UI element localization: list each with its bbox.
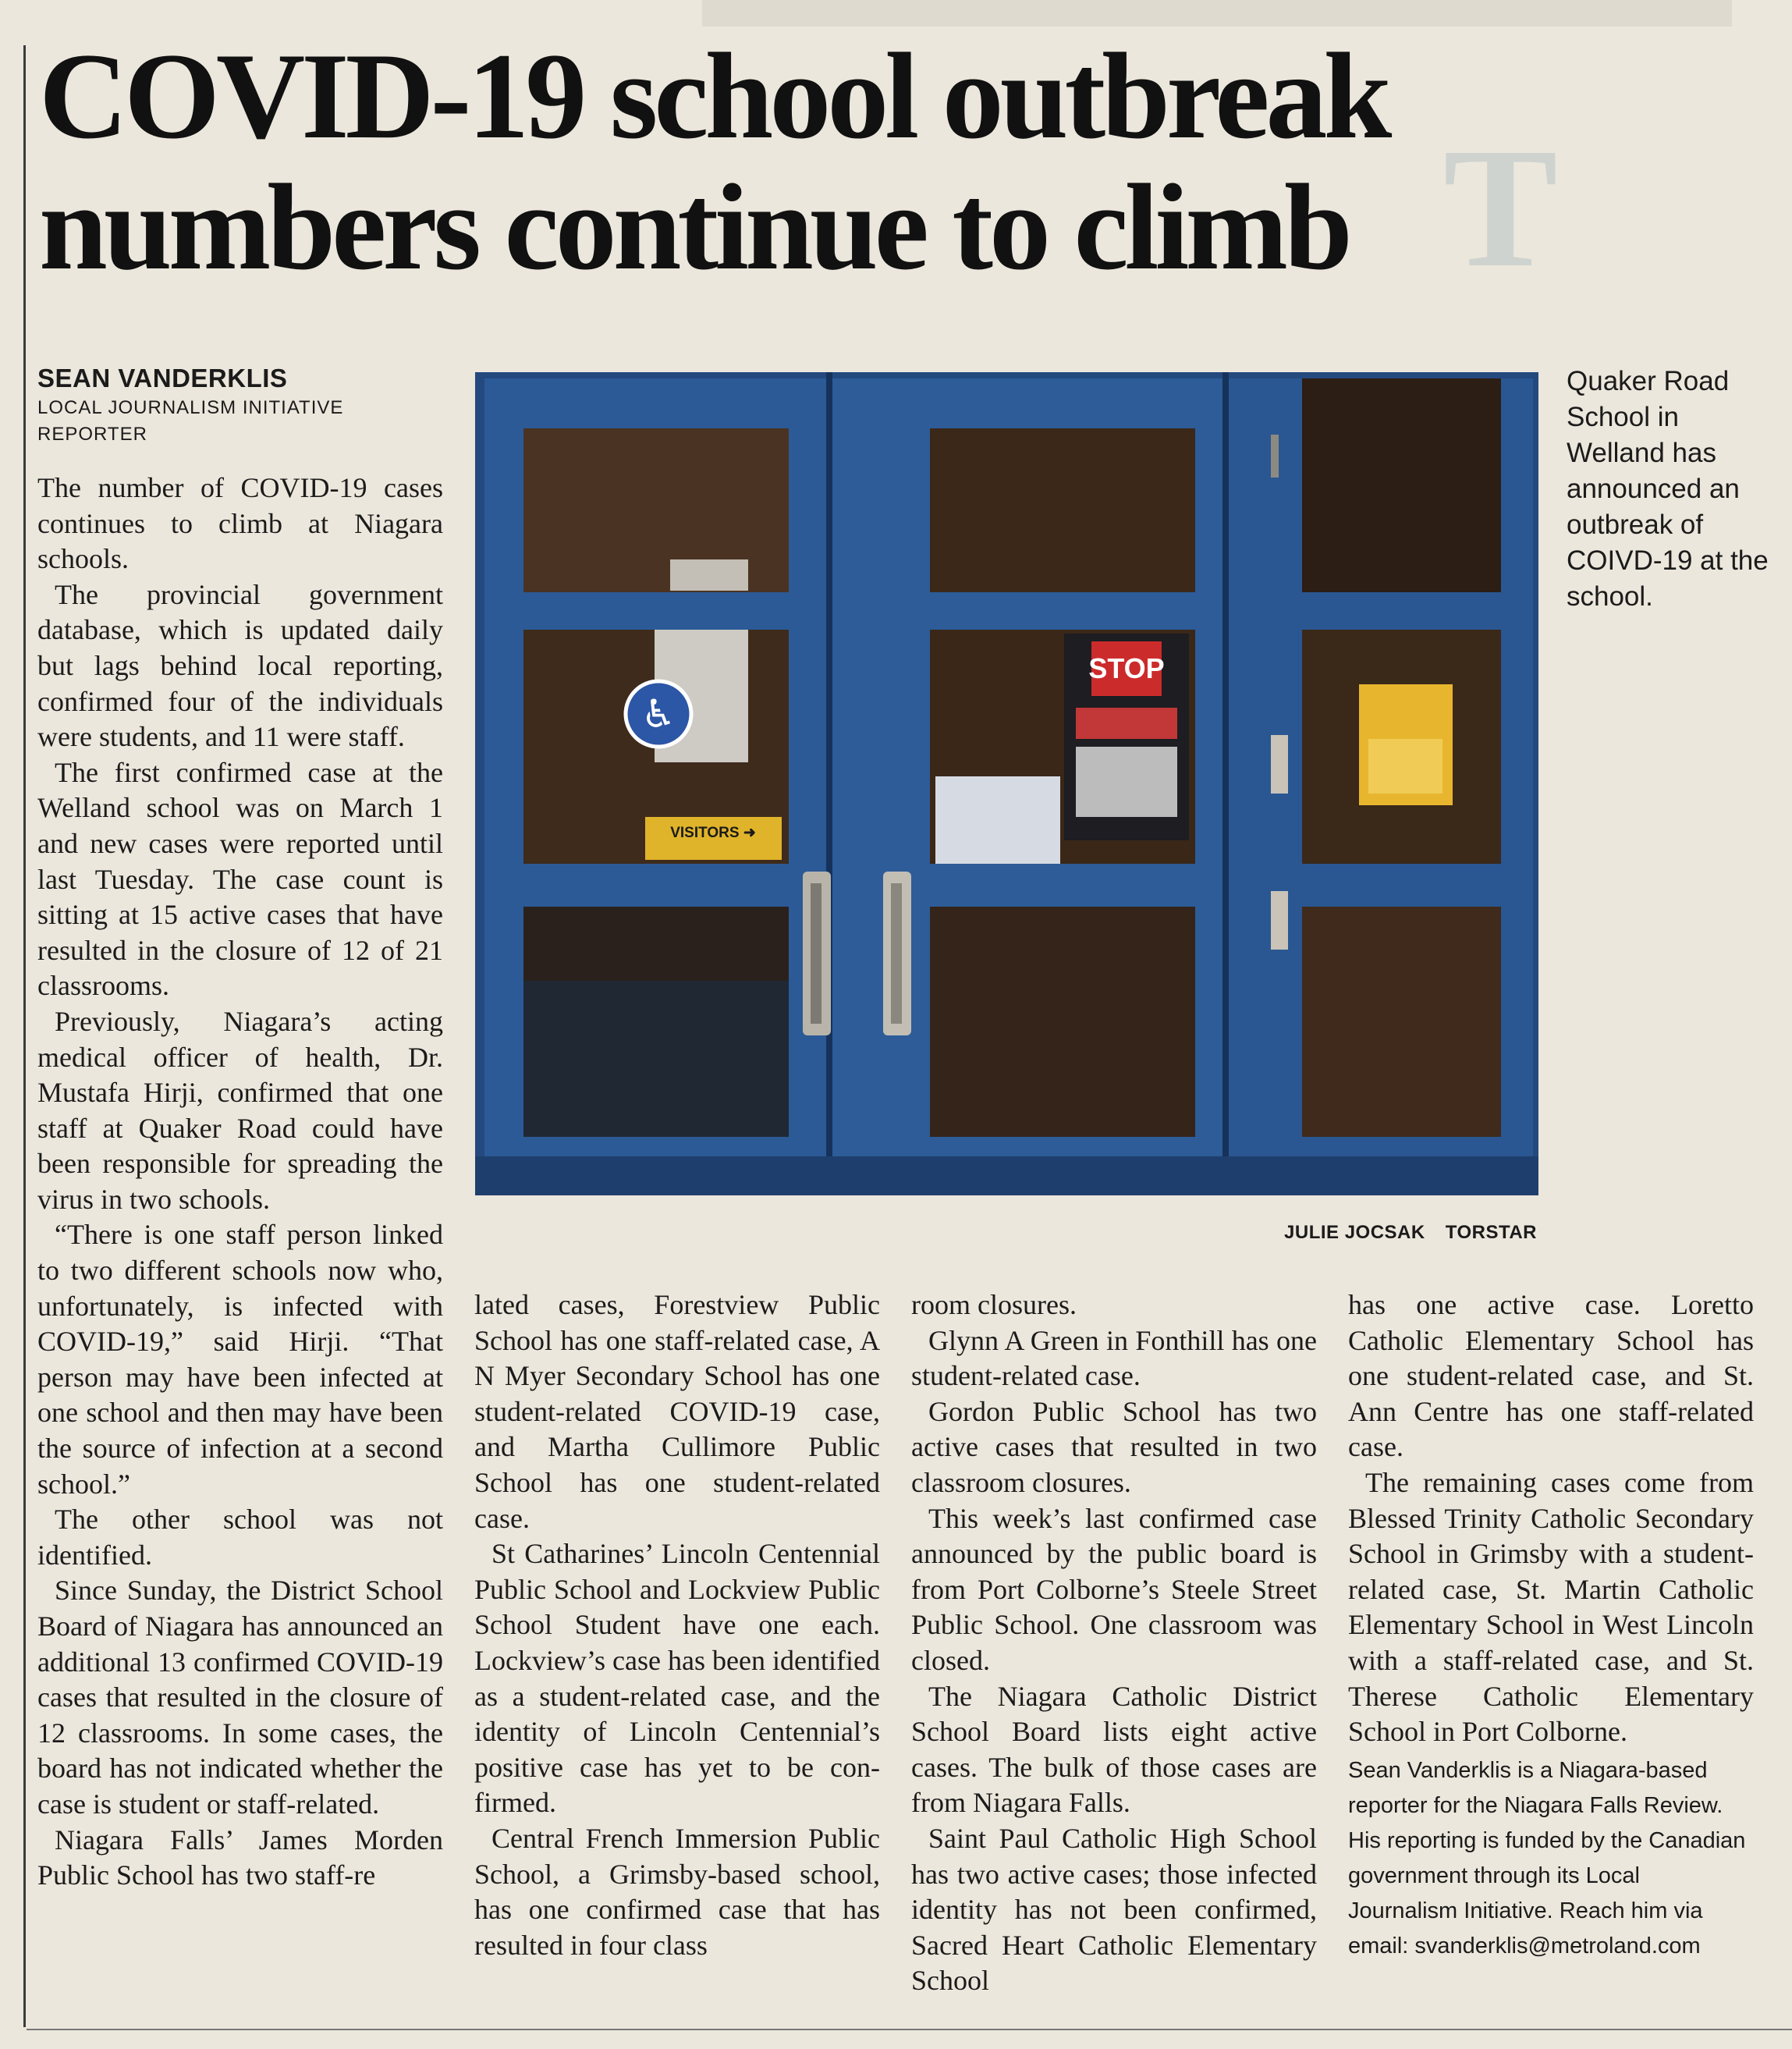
article-column-1: [37, 471, 443, 1894]
photo-credit: [1170, 1222, 1537, 1244]
glass-pane: [523, 428, 789, 592]
glass-pane: [930, 907, 1195, 1137]
headline-line-2: numbers continue to climb: [39, 159, 1349, 296]
door-hinge: [1271, 435, 1279, 478]
paragraph: The provincial government database, which is updated daily but lags behind local reporting, confirmed four of the individuals were students, and 11 were staff.: [37, 578, 443, 753]
glass-pane: [1302, 378, 1501, 593]
paragraph: The first confirmed case at the Welland school was on March 1 and new cases were reported until last Tuesday. The case count is sitting at 15 active cases that have resulted in the closure of 12 of 21 classrooms.: [37, 756, 443, 1002]
door-hinge: [1271, 891, 1288, 950]
article-column-2: [474, 1287, 880, 1963]
article-column-3: [911, 1287, 1317, 1999]
paragraph: lated cases, Forestview Public School has one staff-related case, A N Myer Secondary School has one student-related COVID-19 case, and Martha Cullimore Public School has one student-related case.: [474, 1289, 880, 1534]
headline: [39, 28, 1568, 296]
photo-credit-org: TORSTAR: [1445, 1222, 1537, 1243]
paragraph: The number of COVID-19 cases continues to climb at Niagara schools.: [37, 472, 443, 575]
door-kickplate: [475, 1156, 1538, 1195]
adjacent-page-strip: [702, 0, 1732, 27]
svg-text:STOP: STOP: [1088, 652, 1165, 684]
poster-text-block: [1076, 747, 1177, 817]
door-seam: [826, 372, 832, 1195]
paragraph: The Niagara Catholic District School Board lists eight active cases. The bulk of those cases are from Niagara Falls.: [911, 1680, 1317, 1819]
paragraph: This week’s last confirmed case announced by the public board is from Port Colborne’s Steele Street Public School. One classroom was closed.: [911, 1502, 1317, 1676]
svg-text:♿: ♿: [641, 691, 676, 737]
headline-line-1: COVID-19 school outbreak: [39, 28, 1389, 165]
paragraph: Saint Paul Catholic High School has two active cases; those infected identity has not been confirmed, Sacred Heart Catholic Elementary School: [911, 1822, 1317, 1997]
paragraph: Gordon Public School has two active cases that resulted in two classroom closures.: [911, 1395, 1317, 1498]
article-column-4: [1348, 1287, 1754, 1964]
paragraph: “There is one staff person linked to two different schools now who, unfortunately, is infected with COVID-19,” said Hirji. “That person may have been infected at one school and then may have been the source of infection at a second school.”: [37, 1219, 443, 1500]
door-hinge: [1271, 735, 1288, 794]
paragraph: Since Sunday, the District School Board of Niagara has announced an additional 13 confirmed COVID-19 cases that resulted in the closure of 12 classrooms. In some cases, the board has not indicated whether the case is student or staff-related.: [37, 1575, 443, 1820]
column-rule: [23, 45, 26, 2027]
paragraph: Central French Immersion Public School, a Grimsby-based school, has one confirmed case that has resulted in four class: [474, 1822, 880, 1961]
poster-banner: [1076, 708, 1177, 739]
white-notice: [935, 776, 1060, 864]
yellow-notice-inner: [1368, 739, 1442, 794]
car-reflection: [523, 981, 789, 1137]
author-bio: Sean Vanderklis is a Niagara-based reporter for the Niagara Falls Review. His reporting is funded by the Canadian government through its Local Journalism Initiative. Reach him via email: svanderklis@metroland.com: [1348, 1757, 1746, 1958]
show-through-text: T: [1443, 112, 1558, 303]
paragraph: St Catharines’ Lincoln Centennial Public School and Lockview Public School Student have one each. Lockview’s case has been identified as a student-related case, and the identity of Lincoln Centennial’s positive case has yet to be confirmed.: [474, 1538, 880, 1819]
paragraph: Previously, Niagara’s acting medical officer of health, Dr. Mustafa Hirji, confirmed that one staff at Quaker Road could have been responsible for spreading the virus in two schools.: [37, 1005, 443, 1215]
paragraph: Glynn A Green in Fonthill has one student-related case.: [911, 1324, 1317, 1392]
photo-credit-name: JULIE JOCSAK: [1284, 1222, 1425, 1243]
school-doors-photo: [475, 372, 1538, 1195]
glass-pane: [1302, 907, 1501, 1137]
paragraph: The other school was not identified.: [37, 1504, 443, 1571]
paper-notice: [670, 559, 748, 591]
page-bottom-rule: [27, 2029, 1792, 2030]
paragraph: The remaining cases come from Blessed Trinity Catholic Secondary School in Grimsby with a student-related case, St. Martin Catholic Elementary School in West Lincoln with a staff-related case, and St. Therese Catholic Elementary School in Port Colborne.: [1348, 1466, 1754, 1748]
door-seam: [1222, 372, 1229, 1195]
svg-text:VISITORS ➜: VISITORS ➜: [670, 825, 756, 841]
paragraph: room closures.: [911, 1289, 1077, 1320]
glass-pane: [930, 428, 1195, 592]
paragraph: has one active case. Loretto Catholic Elementary School has one student-related case, and St. Ann Centre has one staff-related case.: [1348, 1289, 1754, 1463]
paragraph: Niagara Falls’ James Morden Public School has two staff-re: [37, 1824, 443, 1891]
byline-role: LOCAL JOURNALISM INITIATIVE REPORTER: [37, 397, 344, 445]
byline-name: SEAN VANDERKLIS: [37, 364, 288, 392]
photo-caption: Quaker Road School in Welland has announced an outbreak of COIVD-19 at the school.: [1567, 366, 1769, 612]
